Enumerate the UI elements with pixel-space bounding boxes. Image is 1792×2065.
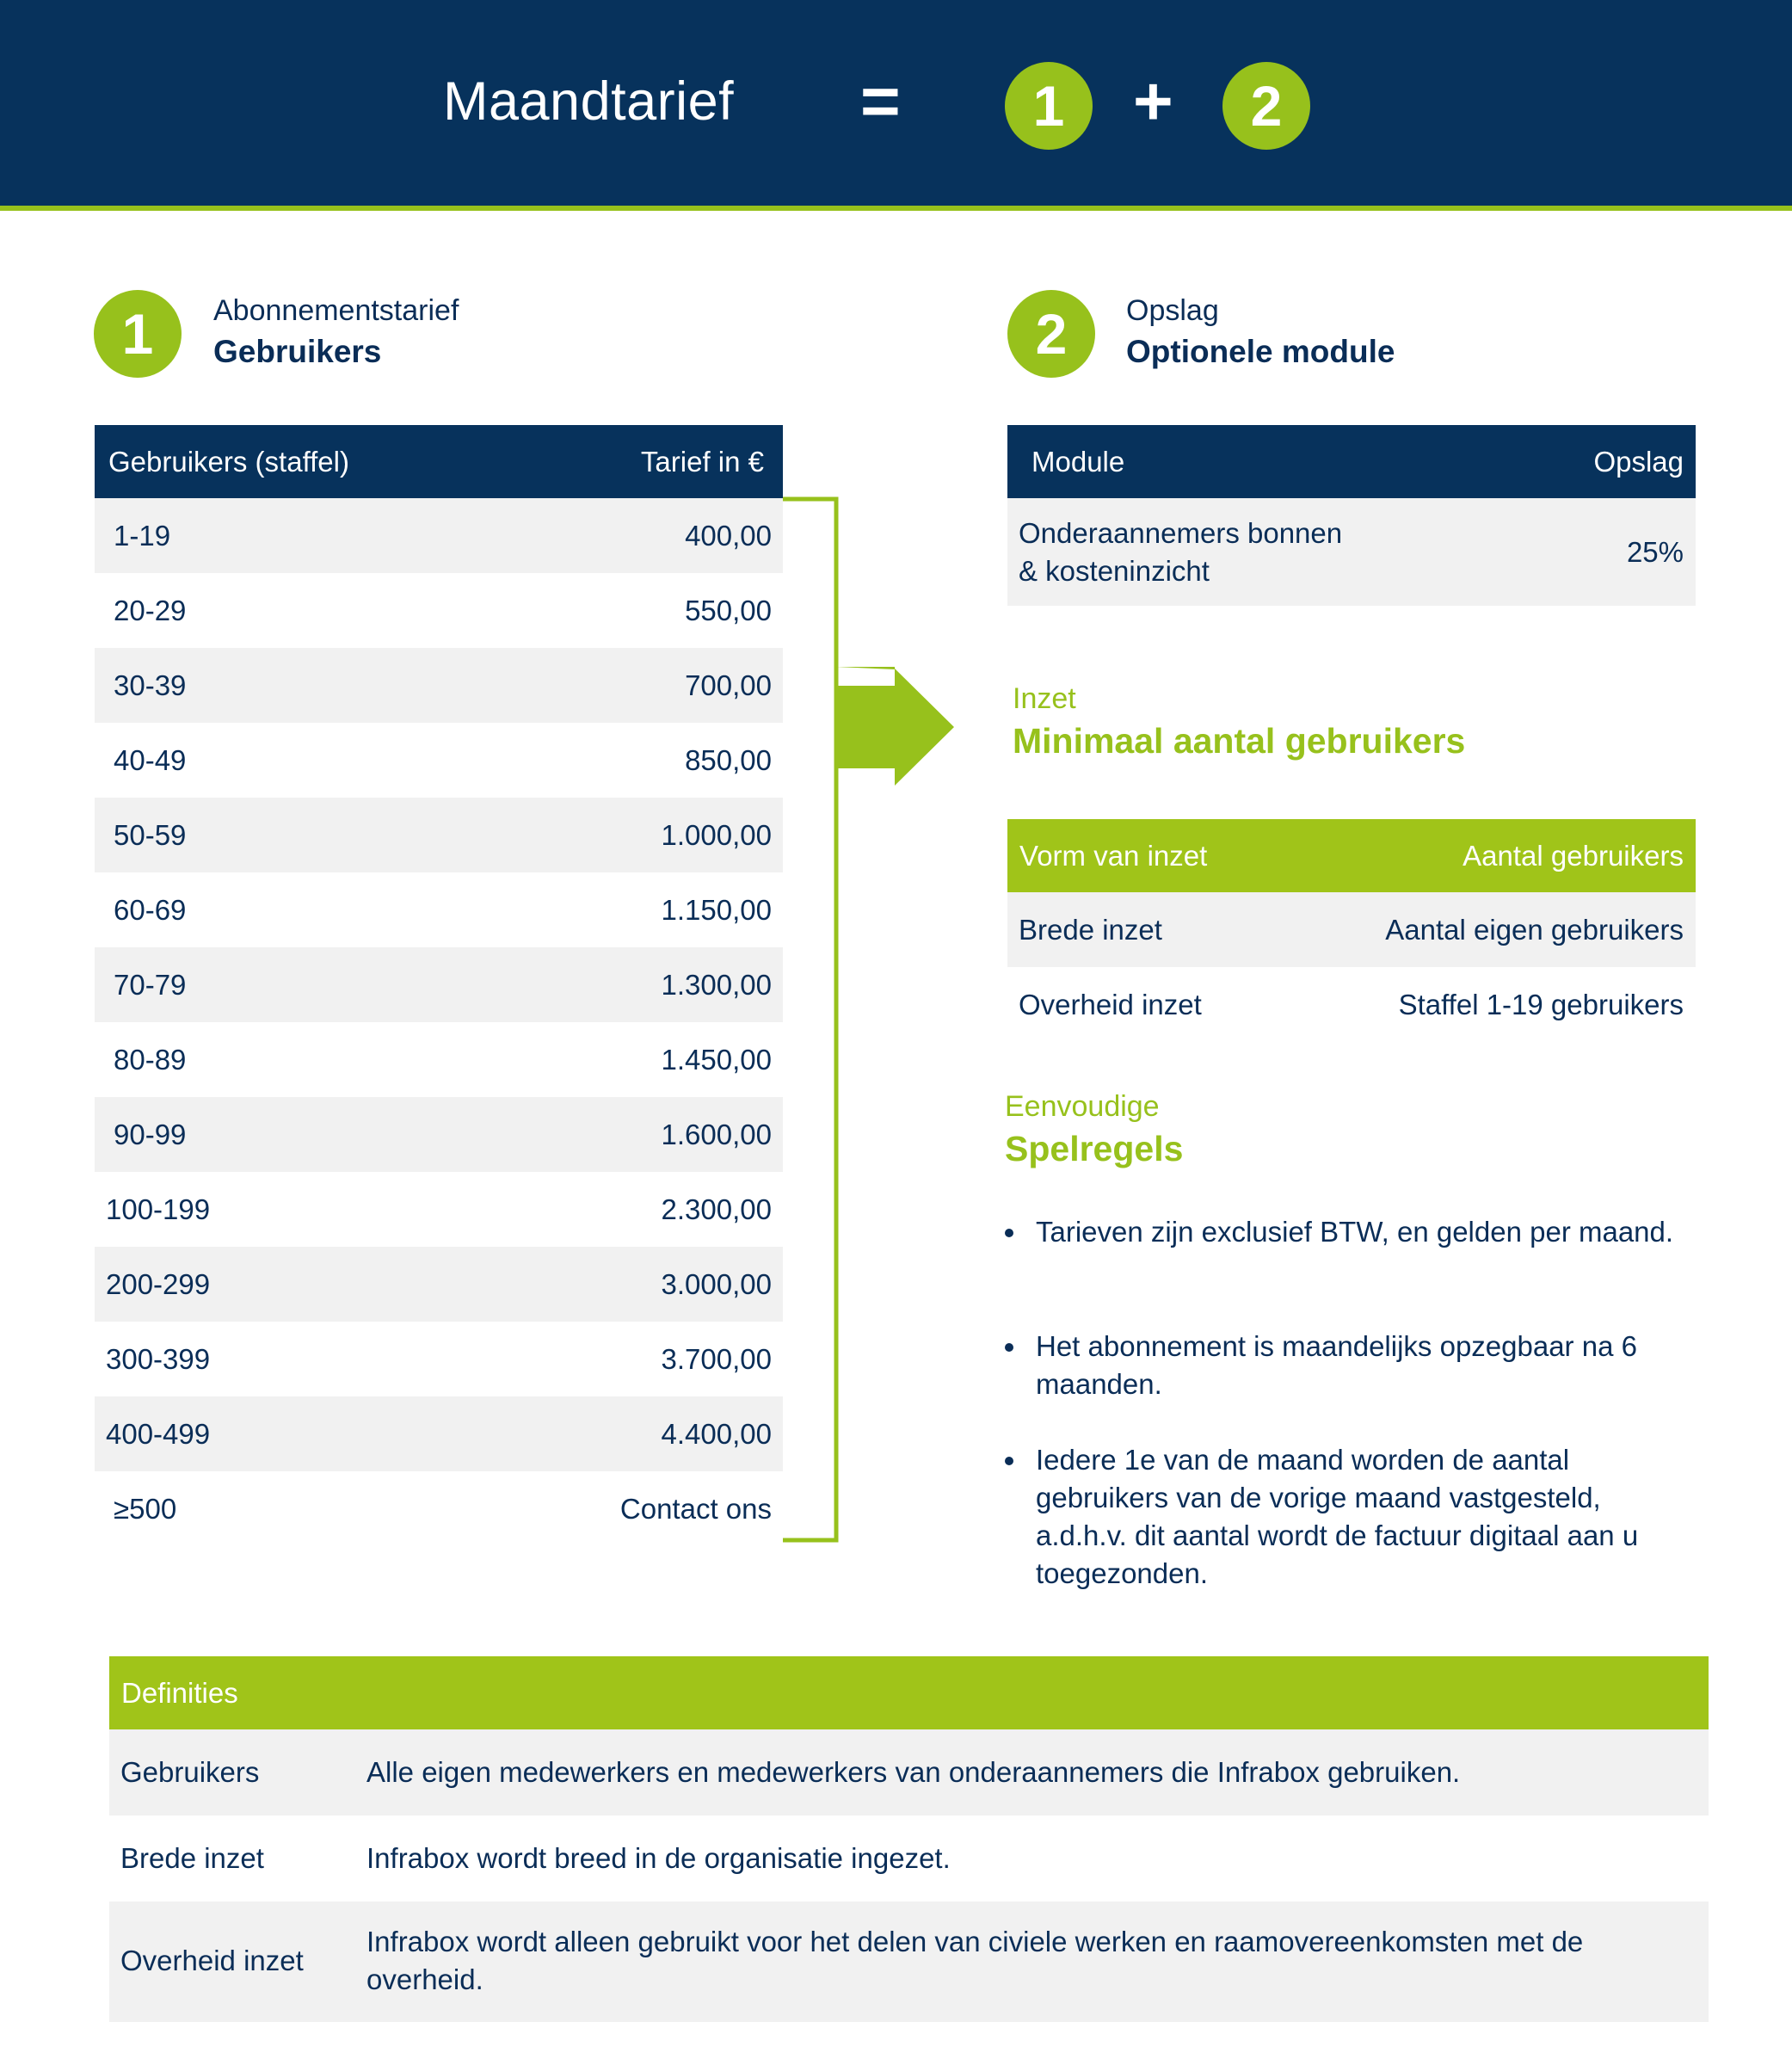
users-range: 300-399 xyxy=(106,1342,211,1375)
header-banner xyxy=(0,0,1792,211)
inzet-table xyxy=(1007,819,1696,1043)
bracket-line xyxy=(783,499,836,1540)
definition-text: Alle eigen medewerkers en medewerkers van onderaannemers die Infrabox gebruiken. xyxy=(366,1756,1461,1788)
users-rate: 4.400,00 xyxy=(661,1417,772,1450)
module-name-line1: Onderaannemers bonnen xyxy=(1019,516,1343,549)
header-surcharge-label: Opslag xyxy=(1593,445,1684,478)
definition-row xyxy=(109,1729,1709,1815)
users-rate: 550,00 xyxy=(685,594,772,626)
users-table xyxy=(95,425,783,1544)
rules-title: Spelregels xyxy=(1005,1129,1184,1168)
users-range: 80-89 xyxy=(114,1043,187,1076)
inzet-row xyxy=(1007,967,1696,1042)
inzet-subtitle: Inzet xyxy=(1013,682,1076,715)
users-table-row xyxy=(95,798,783,872)
users-rate: 400,00 xyxy=(685,519,772,552)
bullet-dot-icon xyxy=(1005,1343,1013,1352)
bullet-dot-icon xyxy=(1005,1457,1013,1465)
rules-subtitle: Eenvoudige xyxy=(1005,1090,1160,1123)
definition-text: Infrabox wordt alleen gebruikt voor het delen van civiele werken en raamovereenkomsten met de overheid. xyxy=(366,1926,1584,1995)
module-table-header xyxy=(1007,425,1696,498)
users-rate: 700,00 xyxy=(685,669,772,701)
users-range: 70-79 xyxy=(114,968,187,1001)
definition-row xyxy=(109,1902,1709,2022)
users-range: 30-39 xyxy=(114,669,187,701)
header-badge-2: 2 xyxy=(1222,62,1310,150)
users-range: 60-69 xyxy=(114,893,187,926)
page-title: Maandtarief xyxy=(443,71,735,132)
definition-term: Brede inzet xyxy=(120,1842,264,1874)
bracket-arrow xyxy=(779,495,959,1544)
inzet-title: Minimaal aantal gebruikers xyxy=(1013,721,1466,761)
header-badge-1: 1 xyxy=(1005,62,1093,150)
users-rate: 850,00 xyxy=(685,743,772,776)
users-range: 50-59 xyxy=(114,818,187,851)
inzet-count: Aantal eigen gebruikers xyxy=(1385,913,1684,946)
header-users-label: Gebruikers (staffel) xyxy=(108,445,349,478)
module-name-line2: & kosteninzicht xyxy=(1019,554,1210,587)
users-table-row xyxy=(95,648,783,723)
users-range: ≥500 xyxy=(114,1492,177,1525)
inzet-form: Brede inzet xyxy=(1019,913,1162,946)
users-table-row xyxy=(95,1172,783,1247)
plus-sign: + xyxy=(1133,63,1173,139)
definition-row xyxy=(109,1815,1709,1902)
rule-item: Tarieven zijn exclusief BTW, en gelden per maand. xyxy=(1036,1216,1674,1248)
section2-title: Optionele module xyxy=(1126,334,1395,369)
header-form-label: Vorm van inzet xyxy=(1019,839,1208,872)
definitions-header xyxy=(109,1656,1709,1729)
users-range: 400-499 xyxy=(106,1417,211,1450)
users-table-row xyxy=(95,872,783,947)
users-range: 1-19 xyxy=(114,519,171,552)
users-rate: 1.300,00 xyxy=(661,968,772,1001)
module-name xyxy=(1019,515,1342,590)
section1-subtitle: Abonnementstarief xyxy=(213,294,459,327)
arrow-spacer xyxy=(836,667,895,669)
users-table-row xyxy=(95,573,783,648)
bullet-dot-icon xyxy=(1005,1229,1013,1237)
rule-item: Iedere 1e van de maand worden de aantal gebruikers van de vorige maand vastgesteld, a.d.h.v. dit aantal wordt de factuur digitaal aan u toegezonden. xyxy=(1036,1444,1639,1589)
inzet-form: Overheid inzet xyxy=(1019,988,1202,1020)
users-rate: 1.000,00 xyxy=(661,818,772,851)
users-range: 90-99 xyxy=(114,1118,187,1150)
definitions-title: Definities xyxy=(121,1676,238,1709)
users-range: 100-199 xyxy=(106,1193,211,1225)
users-rate: 2.300,00 xyxy=(661,1193,772,1225)
module-surcharge: 25% xyxy=(1626,535,1684,568)
module-table xyxy=(1007,425,1696,610)
users-range: 20-29 xyxy=(114,594,187,626)
users-table-row xyxy=(95,1322,783,1396)
section1-title: Gebruikers xyxy=(213,334,382,369)
users-table-row xyxy=(95,1022,783,1097)
users-table-row xyxy=(95,947,783,1022)
module-row xyxy=(1007,498,1696,606)
definition-text: Infrabox wordt breed in de organisatie ingezet. xyxy=(366,1842,951,1874)
users-table-row xyxy=(95,1247,783,1322)
inzet-count: Staffel 1-19 gebruikers xyxy=(1398,988,1684,1020)
users-range: 200-299 xyxy=(106,1267,211,1300)
rule-item: Het abonnement is maandelijks opzegbaar na 6 maanden. xyxy=(1036,1330,1637,1400)
users-table-row xyxy=(95,498,783,573)
users-rate: Contact ons xyxy=(619,1492,772,1525)
definition-term: Overheid inzet xyxy=(120,1945,304,1976)
header-module-label: Module xyxy=(1031,445,1125,478)
header-rate-label: Tarief in € xyxy=(640,445,764,478)
users-range: 40-49 xyxy=(114,743,187,776)
section2-subtitle: Opslag xyxy=(1126,294,1219,327)
users-rate: 1.450,00 xyxy=(661,1043,772,1076)
users-table-row xyxy=(95,1471,783,1546)
inzet-row xyxy=(1007,892,1696,967)
users-rate: 1.600,00 xyxy=(661,1118,772,1150)
users-rate: 3.700,00 xyxy=(661,1342,772,1375)
users-table-row xyxy=(95,723,783,798)
header-count-label: Aantal gebruikers xyxy=(1463,839,1684,872)
users-table-header xyxy=(95,425,783,498)
inzet-table-header xyxy=(1007,819,1696,892)
arrow-right-icon xyxy=(836,669,954,786)
equals-sign: = xyxy=(860,63,901,139)
users-rate: 3.000,00 xyxy=(661,1267,772,1300)
users-table-row xyxy=(95,1396,783,1471)
users-rate: 1.150,00 xyxy=(661,893,772,926)
section1-badge: 1 xyxy=(94,290,182,378)
section2-badge: 2 xyxy=(1007,290,1095,378)
users-table-row xyxy=(95,1097,783,1172)
definition-term: Gebruikers xyxy=(120,1756,260,1788)
